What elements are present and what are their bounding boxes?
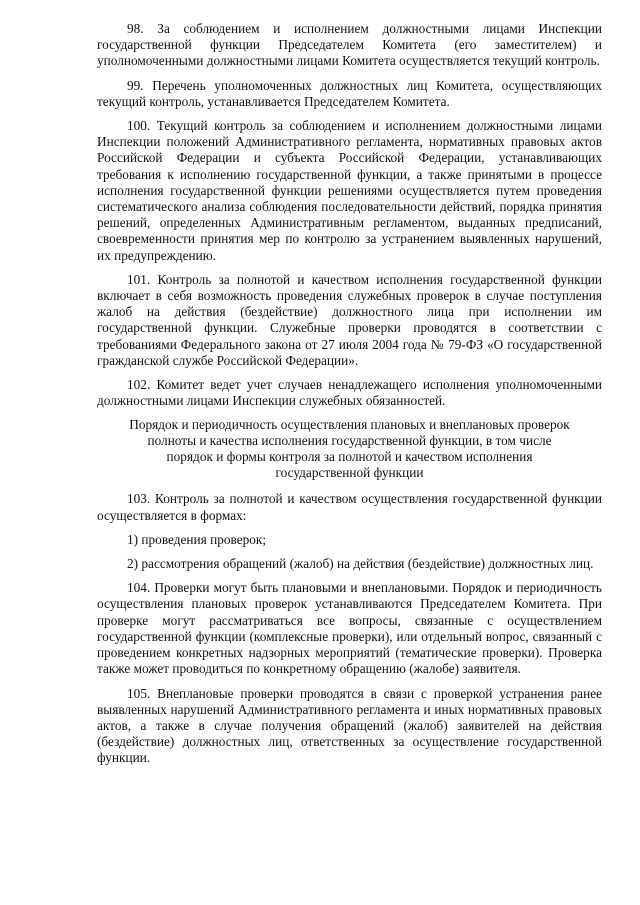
paragraph-104: 104. Проверки могут быть плановыми и внеплановыми. Порядок и периодичность осуществления плановых проверок устанавливаются Председателем Комитета. При проверке могут рассматриваться все вопросы, связанные с осуществлением государственной функции (комплексные проверки), или отдельный вопрос, связанный с проведением конкретных надзорных мероприятий (тематические проверки). Проверка также может проводиться по конкретному обращению (жалобе) заявителя. <box>97 580 602 677</box>
paragraph-105: 105. Внеплановые проверки проводятся в связи с проверкой устранения ранее выявленных нарушений Административного регламента и иных нормативных правовых актов, а также в случае получения обращений (жалоб) заявителей на действия (бездействие) должностных лиц, ответственных за осуществление государственной функции. <box>97 685 602 766</box>
paragraph-100: 100. Текущий контроль за соблюдением и исполнением должностными лицами Инспекции положений Административного регламента, нормативных правовых актов Российской Федерации и субъекта Российской Федерации, устанавливающих требования к исполнению государственной функции, а также принятыми в процессе исполнения государственной функции решениями осуществляется путем проведения систематического анализа соблюдения последовательности действий, порядка принятия решений, определенных Административным регламентом, выданных предписаний, своевременности принятия мер по контролю за устранением выявленных нарушений, их предупреждению. <box>97 118 602 263</box>
paragraph-99: 99. Перечень уполномоченных должностных лиц Комитета, осуществляющих текущий контроль, устанавливается Председателем Комитета. <box>97 77 602 109</box>
paragraph-102: 102. Комитет ведет учет случаев ненадлежащего исполнения уполномоченными должностными лицами Инспекции служебных обязанностей. <box>97 377 602 409</box>
list-item-1: 1) проведения проверок; <box>127 531 267 547</box>
paragraph-101: 101. Контроль за полнотой и качеством исполнения государственной функции включает в себя возможность проведения служебных проверок в случае поступления жалоб на действия (бездействие) должностного лица при исполнении им государственной функции. Служебные проверки проводятся в соответствии с требованиями Федерального закона от 27 июля 2004 года № 79-ФЗ «О государственной гражданской службе Российской Федерации». <box>97 271 602 368</box>
paragraph-98: 98. За соблюдением и исполнением должностными лицами Инспекции государственной функции Председателем Комитета (его заместителем) и уполномоченными должностными лицами Комитета осуществляется текущий контроль. <box>97 21 602 69</box>
paragraph-103: 103. Контроль за полнотой и качеством осуществления государственной функции осуществляется в формах: <box>97 491 602 523</box>
section-heading: Порядок и периодичность осуществления плановых и внеплановых проверок полноты и качества исполнения государственной функции, в том числе порядок и формы контроля за полнотой и качеством исполнения государственной функции <box>129 417 570 481</box>
list-item-2: 2) рассмотрения обращений (жалоб) на действия (бездействие) должностных лиц. <box>127 556 594 572</box>
